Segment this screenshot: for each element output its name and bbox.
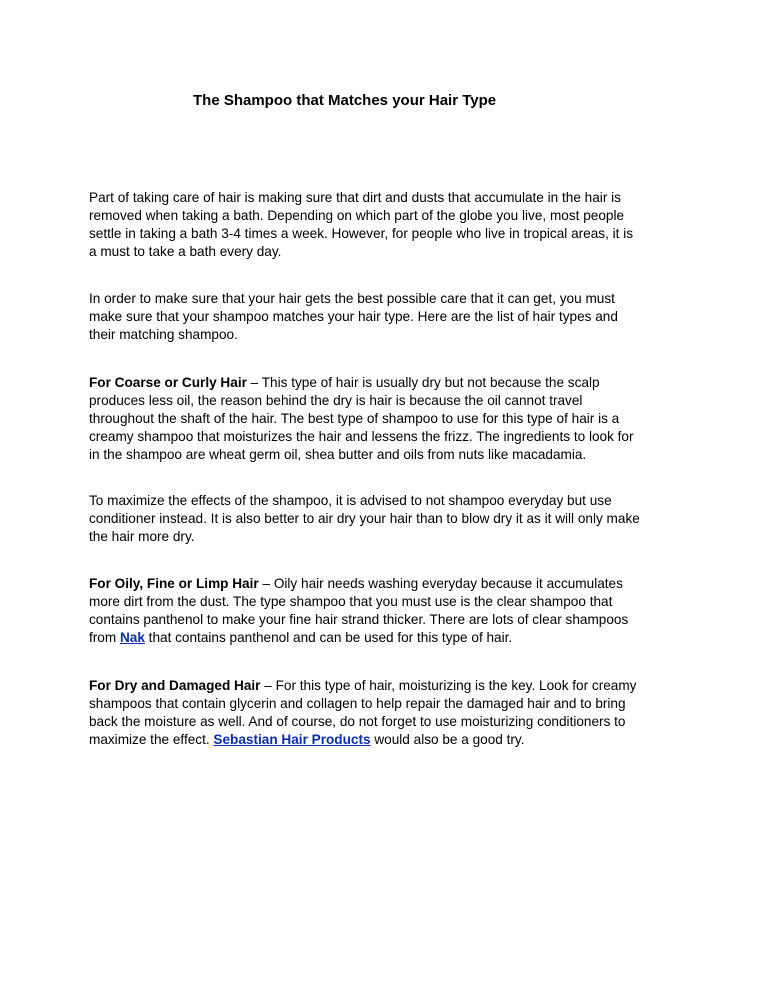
paragraph-text: maximize the effect.	[89, 732, 214, 747]
paragraph-text: – This type of hair is usually dry but not because the scalp	[246, 375, 600, 390]
paragraph-line	[89, 677, 689, 695]
maximize-effects-paragraph	[89, 492, 689, 546]
paragraph-line: their matching shampoo.	[89, 327, 238, 342]
hair-types-paragraph	[89, 290, 689, 344]
intro-paragraph	[89, 189, 689, 261]
section-heading: For Coarse or Curly Hair	[89, 375, 247, 390]
paragraph-line: more dirt from the dust. The type shampoo that you must use is the clear shampoo that	[89, 594, 613, 609]
paragraph-line: In order to make sure that your hair gets the best possible care that it can get, you must	[89, 291, 615, 306]
paragraph-line: To maximize the effects of the shampoo, it is advised to not shampoo everyday but use	[89, 493, 612, 508]
paragraph-line: back the moisture as well. And of course, do not forget to use moisturizing conditioners to	[89, 714, 626, 729]
paragraph-line: make sure that your shampoo matches your hair type. Here are the list of hair types and	[89, 309, 618, 324]
paragraph-line: creamy shampoo that moisturizes the hair and lessens the frizz. The ingredients to look for	[89, 429, 634, 444]
paragraph-line	[89, 374, 689, 392]
page-title: The Shampoo that Matches your Hair Type	[193, 92, 497, 109]
paragraph-line	[89, 575, 689, 593]
nak-link[interactable]: Nak	[119, 630, 145, 645]
paragraph-text: – Oily hair needs washing everyday because it accumulates	[258, 576, 623, 591]
paragraph-line	[89, 629, 689, 647]
oily-fine-paragraph	[89, 575, 689, 647]
paragraph-line: shampoos that contain glycerin and collagen to help repair the damaged hair and to bring	[89, 696, 626, 711]
paragraph-text: would also be a good try.	[370, 732, 525, 747]
paragraph-line: throughout the shaft of the hair. The best type of shampoo to use for this type of hair is a	[89, 411, 620, 426]
paragraph-line: produces less oil, the reason behind the dry is hair is because the oil cannot travel	[89, 393, 583, 408]
paragraph-line: contains panthenol to make your fine hair strand thicker. There are lots of clear shampoos	[89, 612, 629, 627]
paragraph-line	[89, 731, 689, 749]
paragraph-text: that contains panthenol and can be used for this type of hair.	[144, 630, 513, 645]
paragraph-text: from	[89, 630, 120, 645]
paragraph-line: a must to take a bath every day.	[89, 244, 282, 259]
paragraph-line: conditioner instead. It is also better to air dry your hair than to blow dry it as it will only make	[89, 511, 640, 526]
coarse-curly-paragraph	[89, 374, 689, 464]
section-heading: For Dry and Damaged Hair	[89, 678, 261, 693]
sebastian-hair-products-link[interactable]: Sebastian Hair Products	[213, 732, 371, 747]
paragraph-line: in the shampoo are wheat germ oil, shea butter and oils from nuts like macadamia.	[89, 447, 587, 462]
paragraph-line: removed when taking a bath. Depending on which part of the globe you live, most people	[89, 208, 625, 223]
section-heading: For Oily, Fine or Limp Hair	[89, 576, 259, 591]
paragraph-line: settle in taking a bath 3-4 times a week. However, for people who live in tropical areas, it is	[89, 226, 634, 241]
paragraph-line: Part of taking care of hair is making sure that dirt and dusts that accumulate in the hair is	[89, 190, 621, 205]
dry-damaged-paragraph	[89, 677, 689, 749]
paragraph-line: the hair more dry.	[89, 529, 195, 544]
paragraph-text: – For this type of hair, moisturizing is the key. Look for creamy	[260, 678, 637, 693]
